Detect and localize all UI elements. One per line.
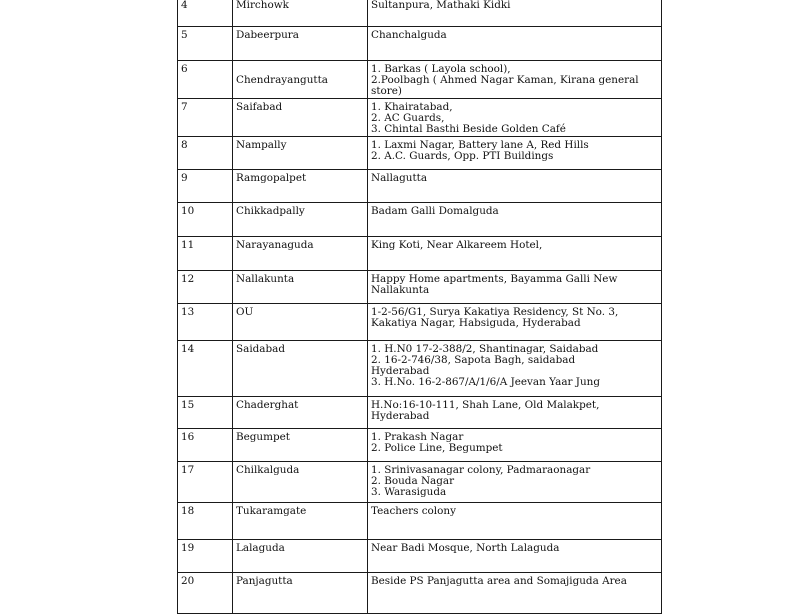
station-name: Narayanaguda xyxy=(233,237,368,271)
table-row xyxy=(178,271,662,304)
location-line: 1. Laxmi Nagar, Battery lane A, Red Hills xyxy=(371,139,589,151)
row-number: 14 xyxy=(178,341,233,397)
location-line: Happy Home apartments, Bayamma Galli New xyxy=(371,273,618,285)
location-line: 2. 16-2-746/38, Sapota Bagh, saidabad xyxy=(371,354,576,366)
location-line: Chanchalguda xyxy=(371,29,447,41)
location-line: 3. H.No. 16-2-867/A/1/6/A Jeevan Yaar Jung xyxy=(371,376,601,388)
station-name: Mirchowk xyxy=(233,0,368,27)
station-name: Ramgopalpet xyxy=(233,170,368,203)
location-line: 1. Prakash Nagar xyxy=(371,431,464,443)
table-row xyxy=(178,27,662,61)
location-cell xyxy=(368,137,662,170)
location-cell xyxy=(368,203,662,237)
table-row xyxy=(178,397,662,429)
location-cell xyxy=(368,27,662,61)
location-line: Hyderabad xyxy=(371,365,430,377)
row-number: 9 xyxy=(178,170,233,203)
location-cell xyxy=(368,503,662,540)
row-number: 6 xyxy=(178,61,233,99)
table-row xyxy=(178,203,662,237)
location-line: 2. Police Line, Begumpet xyxy=(371,442,503,454)
location-line: 2.Poolbagh ( Ahmed Nagar Kaman, Kirana general xyxy=(371,74,639,86)
location-line: 1. Srinivasanagar colony, Padmaraonagar xyxy=(371,464,591,476)
station-name: Chikkadpally xyxy=(233,203,368,237)
location-line: 1. Khairatabad, xyxy=(371,101,453,113)
location-cell xyxy=(368,341,662,397)
location-line: Beside PS Panjagutta area and Somajiguda Area xyxy=(371,575,627,587)
location-line: 2. AC Guards, xyxy=(371,112,445,124)
table-row xyxy=(178,429,662,462)
station-name: Chendrayangutta xyxy=(233,61,368,99)
location-cell xyxy=(368,397,662,429)
table-row xyxy=(178,540,662,573)
table-row xyxy=(178,341,662,397)
location-line: Nallakunta xyxy=(371,284,430,296)
row-number: 17 xyxy=(178,462,233,503)
location-line: 1. Barkas ( Layola school), xyxy=(371,63,511,75)
table-row xyxy=(178,170,662,203)
location-line: H.No:16-10-111, Shah Lane, Old Malakpet, xyxy=(371,399,600,411)
station-name: Saifabad xyxy=(233,99,368,137)
table-row xyxy=(178,61,662,99)
location-cell xyxy=(368,237,662,271)
table-row xyxy=(178,304,662,341)
location-cell xyxy=(368,61,662,99)
row-number: 7 xyxy=(178,99,233,137)
row-number: 10 xyxy=(178,203,233,237)
station-name: Tukaramgate xyxy=(233,503,368,540)
location-line: 1. H.N0 17-2-388/2, Shantinagar, Saidabad xyxy=(371,343,599,355)
location-cell xyxy=(368,0,662,27)
table-row xyxy=(178,462,662,503)
station-name: Chilkalguda xyxy=(233,462,368,503)
location-cell xyxy=(368,462,662,503)
station-name: Nampally xyxy=(233,137,368,170)
table-row xyxy=(178,573,662,614)
station-name: Chaderghat xyxy=(233,397,368,429)
row-number: 13 xyxy=(178,304,233,341)
station-name: Lalaguda xyxy=(233,540,368,573)
station-name: Dabeerpura xyxy=(233,27,368,61)
row-number: 16 xyxy=(178,429,233,462)
location-line: 3. Chintal Basthi Beside Golden Café xyxy=(371,123,566,135)
location-line: store) xyxy=(371,85,402,97)
police-stations-table xyxy=(177,0,662,614)
location-line: 2. Bouda Nagar xyxy=(371,475,455,487)
station-name: Saidabad xyxy=(233,341,368,397)
location-cell xyxy=(368,170,662,203)
table-row xyxy=(178,99,662,137)
station-name: Nallakunta xyxy=(233,271,368,304)
row-number: 20 xyxy=(178,573,233,614)
location-cell xyxy=(368,429,662,462)
station-name: Panjagutta xyxy=(233,573,368,614)
location-line: Hyderabad xyxy=(371,410,430,422)
location-line: 3. Warasiguda xyxy=(371,486,447,498)
table-row xyxy=(178,237,662,271)
row-number: 8 xyxy=(178,137,233,170)
row-number: 12 xyxy=(178,271,233,304)
table-row xyxy=(178,0,662,27)
location-cell xyxy=(368,573,662,614)
location-line: Teachers colony xyxy=(371,505,456,517)
location-line: Sultanpura, Mathaki Kidki xyxy=(371,0,511,11)
row-number: 18 xyxy=(178,503,233,540)
row-number: 5 xyxy=(178,27,233,61)
location-line: King Koti, Near Alkareem Hotel, xyxy=(371,239,543,251)
location-line: 2. A.C. Guards, Opp. PTI Buildings xyxy=(371,150,554,162)
row-number: 19 xyxy=(178,540,233,573)
location-cell xyxy=(368,304,662,341)
table-row xyxy=(178,137,662,170)
row-number: 4 xyxy=(178,0,233,27)
station-name: OU xyxy=(233,304,368,341)
location-cell xyxy=(368,271,662,304)
location-line: Nallagutta xyxy=(371,172,428,184)
location-cell xyxy=(368,99,662,137)
location-line: Badam Galli Domalguda xyxy=(371,205,499,217)
row-number: 15 xyxy=(178,397,233,429)
location-line: Near Badi Mosque, North Lalaguda xyxy=(371,542,560,554)
location-line: 1-2-56/G1, Surya Kakatiya Residency, St No. 3, xyxy=(371,306,619,318)
table-row xyxy=(178,503,662,540)
location-cell xyxy=(368,540,662,573)
location-line: Kakatiya Nagar, Habsiguda, Hyderabad xyxy=(371,317,581,329)
row-number: 11 xyxy=(178,237,233,271)
station-name: Begumpet xyxy=(233,429,368,462)
